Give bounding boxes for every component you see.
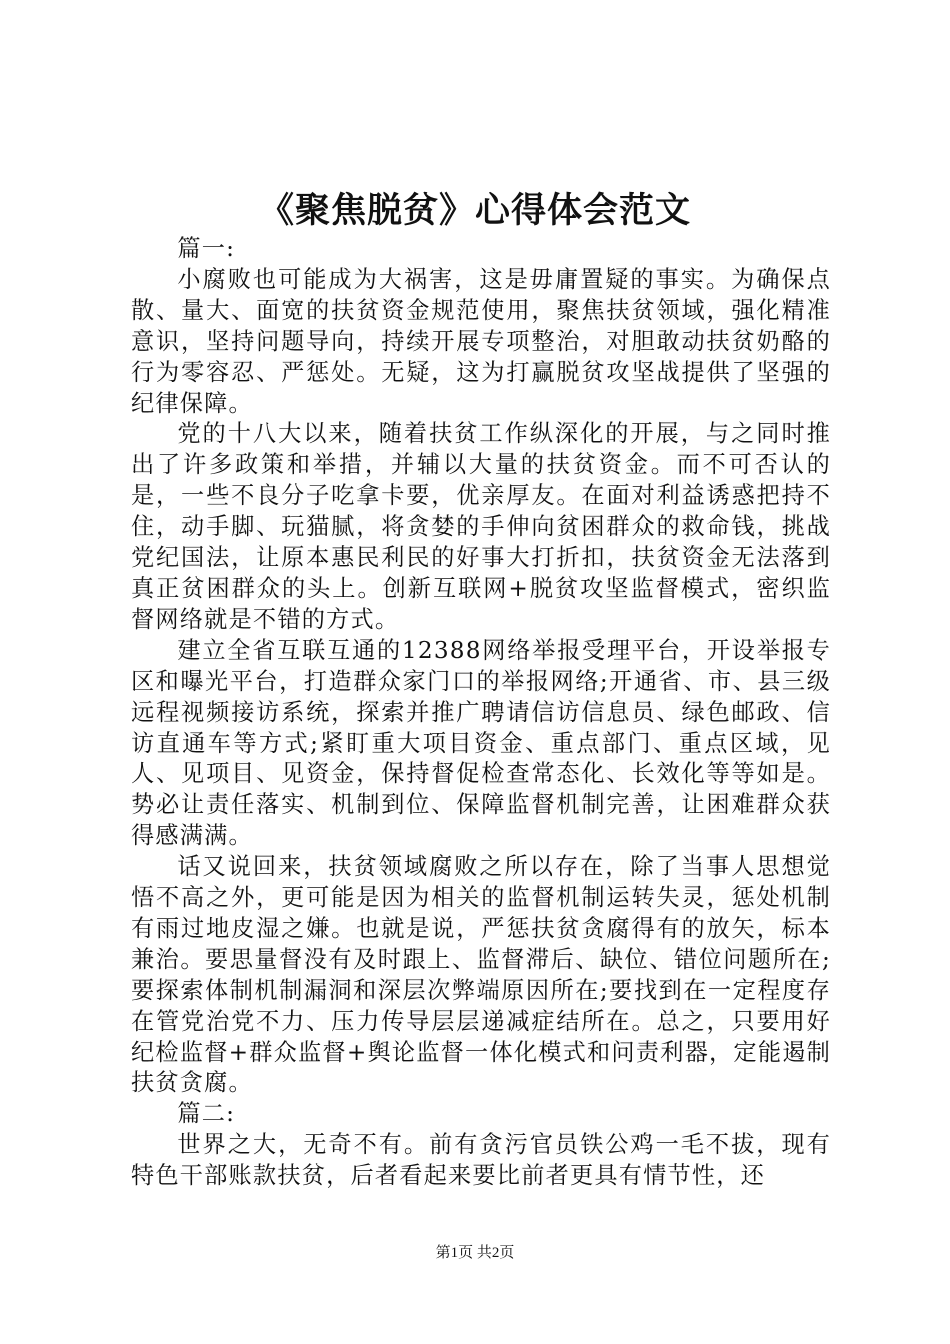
section-heading: 篇二:: [177, 1100, 236, 1128]
paragraph: 建立全省互联互通的12388网络举报受理平台，开设举报专区和曝光平台，打造群众家门口的举报网络;开通省、市、县三级远程视频接访系统，探索并推广聘请信访信息员、绿色邮政、信访直通车等方式;紧盯重大项目资金、重点部门、重点区域，见人、见项目、见资金，保持督促检查常态化、长效化等等如是。势必让责任落实、机制到位、保障监督机制完善，让困难群众获得感满满。: [131, 636, 831, 850]
section-heading: 篇一:: [177, 235, 236, 262]
document-title: 《聚焦脱贫》心得体会范文: [258, 191, 691, 231]
paragraph: 世界之大，无奇不有。前有贪污官员铁公鸡一毛不拔，现有特色干部账款扶贫，后者看起来要比前者更具有情节性，还: [131, 1131, 831, 1190]
document-body: [131, 234, 831, 1192]
paragraph: 话又说回来，扶贫领域腐败之所以存在，除了当事人思想觉悟不高之外，更可能是因为相关的监督机制运转失灵，惩处机制有雨过地皮湿之嫌。也就是说，严惩扶贫贪腐得有的放矢，标本兼治。要思量督没有及时跟上、监督滞后、缺位、错位问题所在;要探索体制机制漏洞和深层次弊端原因所在;要找到在一定程度存在管党治党不力、压力传导层层递减症结所在。总之，只要用好纪检监督+群众监督+舆论监督一体化模式和问责利器，定能遏制扶贫贪腐。: [131, 853, 831, 1097]
paragraph: 党的十八大以来，随着扶贫工作纵深化的开展，与之同时推出了许多政策和举措，并辅以大量的扶贫资金。而不可否认的是，一些不良分子吃拿卡要，优亲厚友。在面对利益诱惑把持不住，动手脚、玩猫腻，将贪婪的手伸向贫困群众的救命钱，挑战党纪国法，让原本惠民利民的好事大打折扣，扶贫资金无法落到真正贫困群众的头上。创新互联网+脱贫攻坚监督模式，密织监督网络就是不错的方式。: [131, 420, 831, 633]
paragraph: 小腐败也可能成为大祸害，这是毋庸置疑的事实。为确保点散、量大、面宽的扶贫资金规范使用，聚焦扶贫领域，强化精准意识，坚持问题导向，持续开展专项整治，对胆敢动扶贫奶酪的行为零容忍、严惩处。无疑，这为打赢脱贫攻坚战提供了坚强的纪律保障。: [131, 265, 831, 417]
page-footer: 第1页 共2页: [435, 1245, 515, 1261]
